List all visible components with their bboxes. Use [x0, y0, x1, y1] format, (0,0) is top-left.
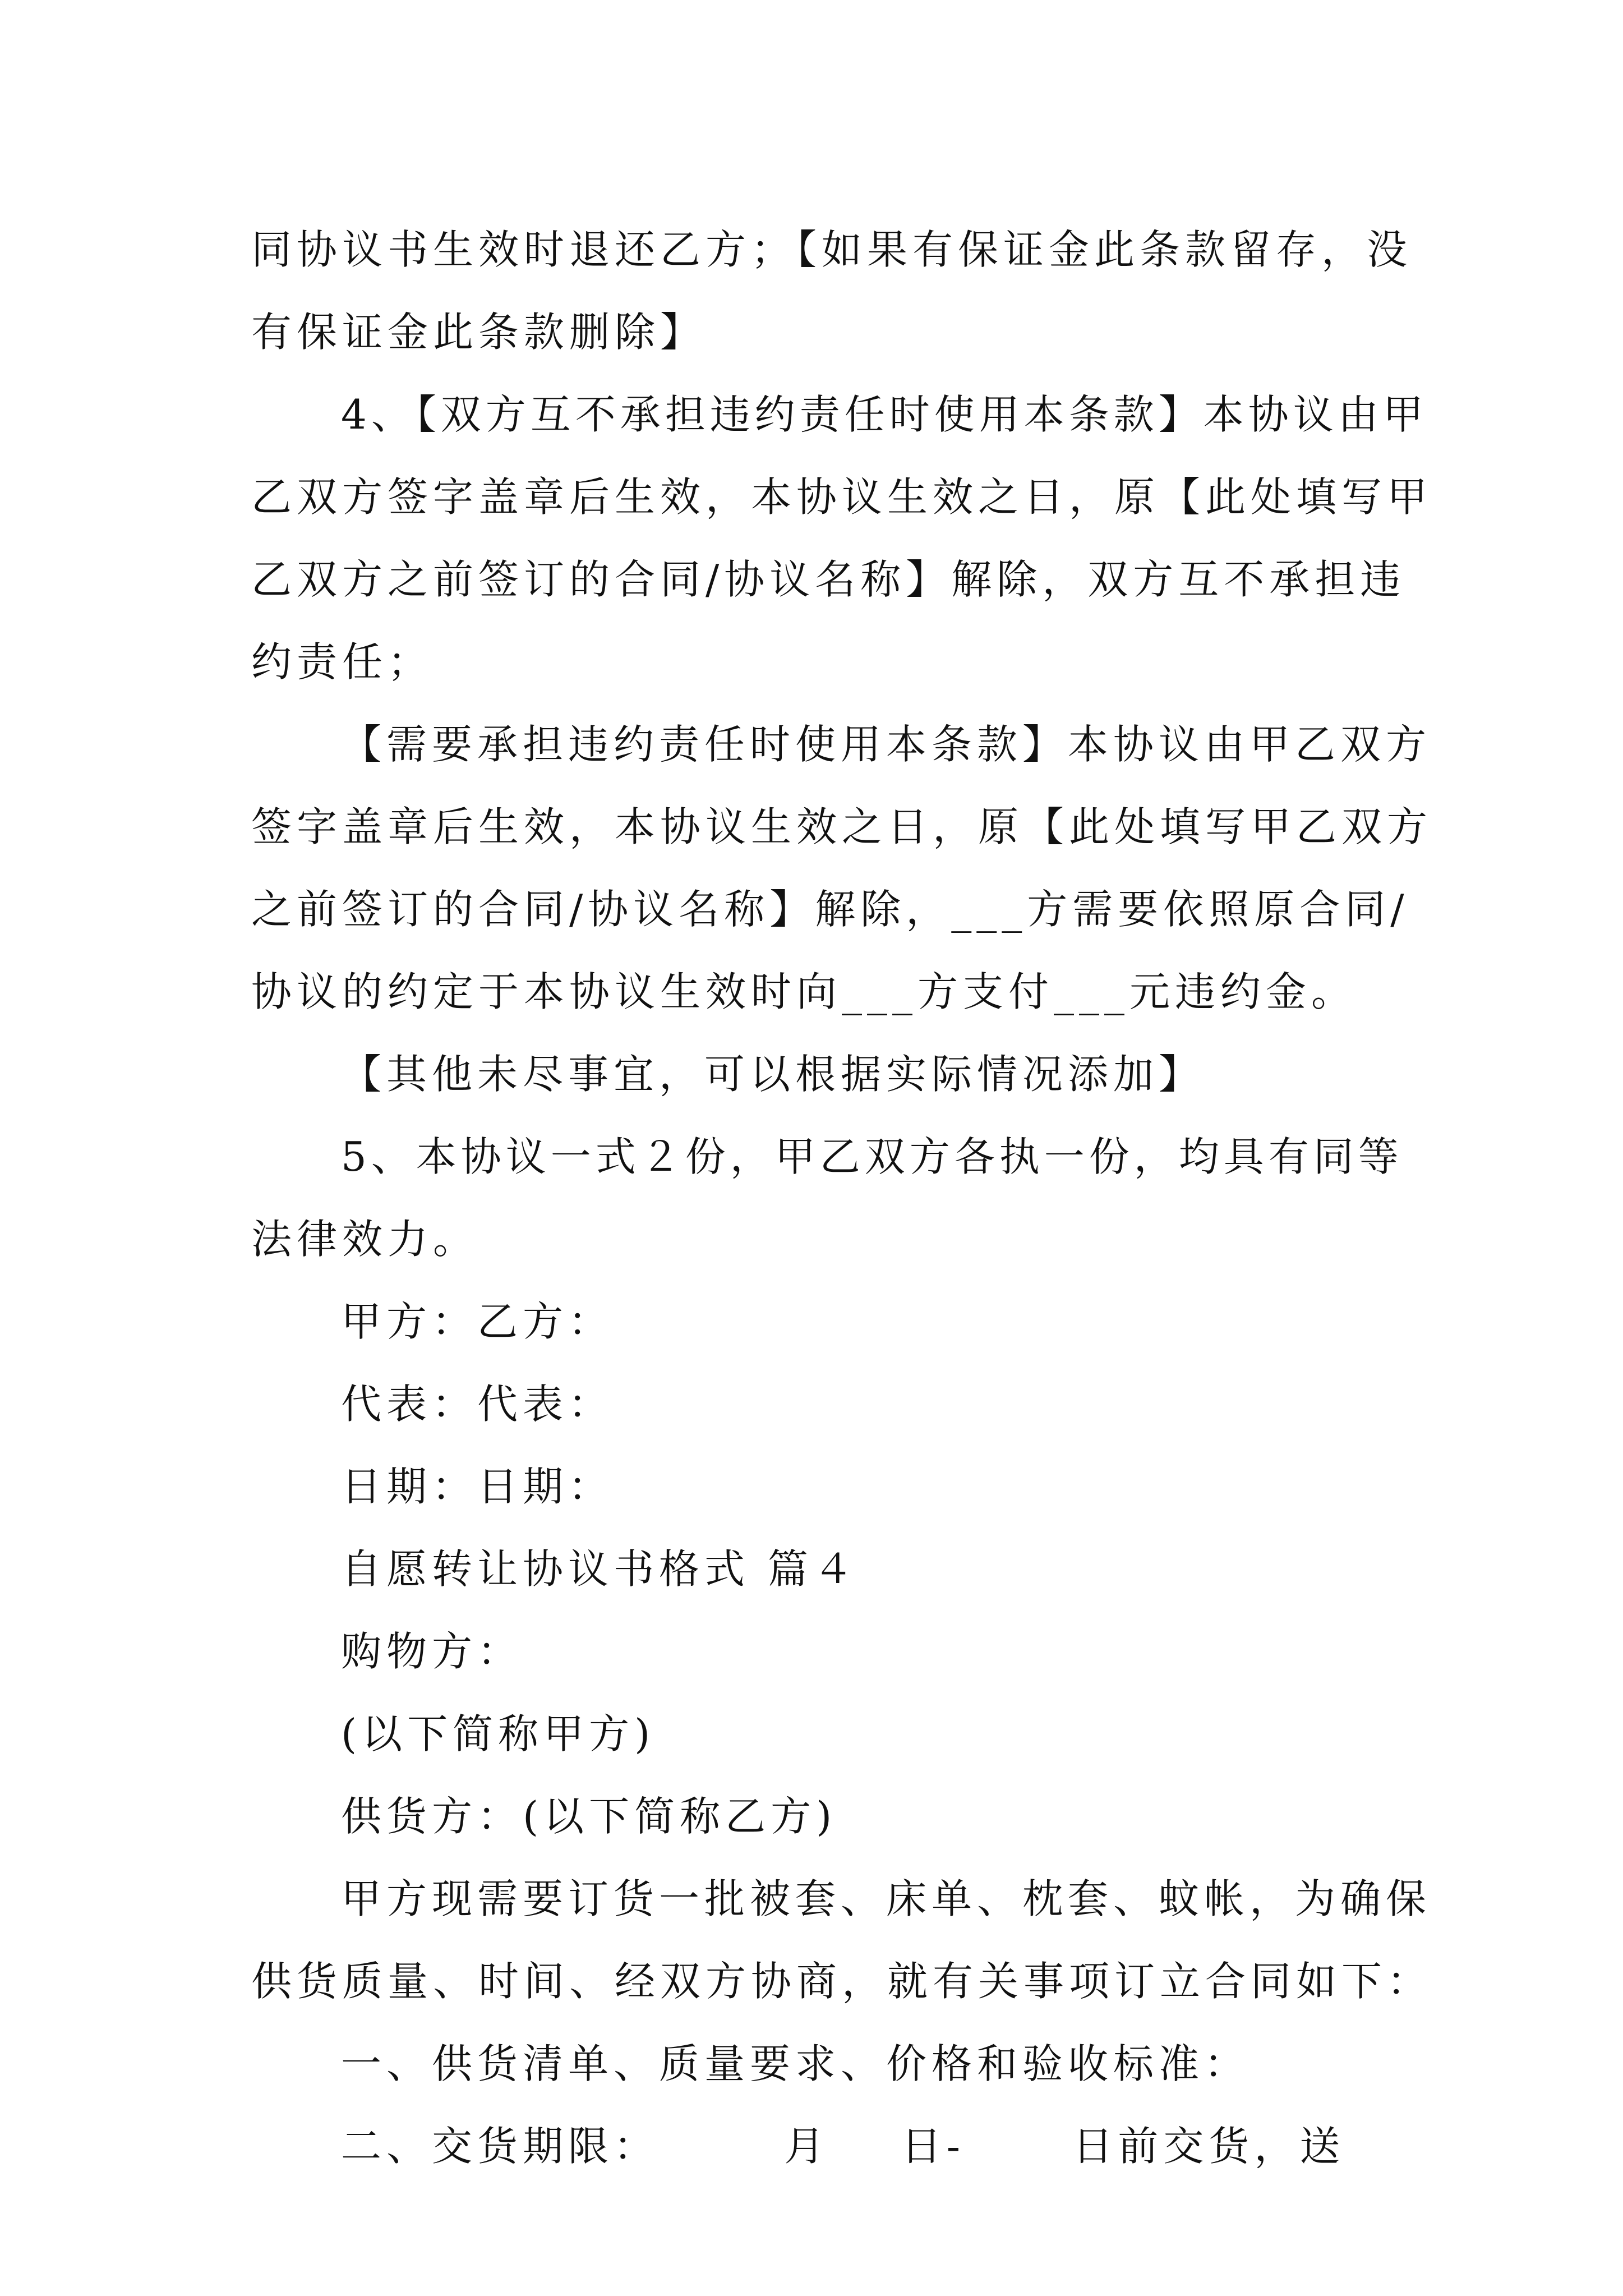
signature-party-line: 甲方：乙方：	[341, 1298, 614, 1345]
paragraph-line: 乙双方之前签订的合同/协议名称】解除，双方互不承担违	[251, 556, 1406, 603]
paragraph-line: 之前签订的合同/协议名称】解除，___方需要依照原合同/	[251, 886, 1409, 933]
paragraph-line: 协议的约定于本协议生效时向___方支付___元违约金。	[251, 968, 1357, 1015]
signature-representative-line: 代表：代表：	[341, 1381, 614, 1428]
paragraph-line: 有保证金此条款删除】	[251, 309, 706, 356]
paragraph-line: 约责任；	[251, 638, 434, 685]
paragraph-line: 【其他未尽事宜，可以根据实际情况添加】	[341, 1051, 1205, 1098]
paragraph-line: 二、交货期限： 月 日- 日前交货，送	[341, 2123, 1345, 2170]
document-body	[251, 209, 1433, 2188]
paragraph-line: 乙双方签字盖章后生效，本协议生效之日，原【此处填写甲	[251, 473, 1433, 521]
paragraph-line: 供货方：(以下简称乙方)	[341, 1793, 837, 1840]
paragraph-line: (以下简称甲方)	[341, 1710, 656, 1757]
paragraph-line: 4、【双方互不承担违约责任时使用本条款】本协议由甲	[341, 391, 1428, 438]
signature-date-line: 日期：日期：	[341, 1463, 614, 1510]
paragraph-line: 签字盖章后生效，本协议生效之日，原【此处填写甲乙双方	[251, 803, 1433, 850]
paragraph-line: 【需要承担违约责任时使用本条款】本协议由甲乙双方	[341, 721, 1432, 768]
section-heading: 自愿转让协议书格式 篇４	[341, 1545, 859, 1593]
paragraph-line: 购物方：	[341, 1628, 523, 1675]
paragraph-line: 一、供货清单、质量要求、价格和验收标准：	[341, 2040, 1250, 2087]
paragraph-line: 5、本协议一式２份，甲乙双方各执一份，均具有同等	[341, 1133, 1403, 1180]
paragraph-line: 甲方现需要订货一批被套、床单、枕套、蚊帐，为确保	[341, 1875, 1432, 1922]
paragraph-line: 供货质量、时间、经双方协商，就有关事项订立合同如下：	[251, 1958, 1433, 2005]
paragraph-line: 法律效力。	[251, 1216, 479, 1263]
paragraph-line: 同协议书生效时退还乙方；【如果有保证金此条款留存，没	[251, 226, 1413, 273]
